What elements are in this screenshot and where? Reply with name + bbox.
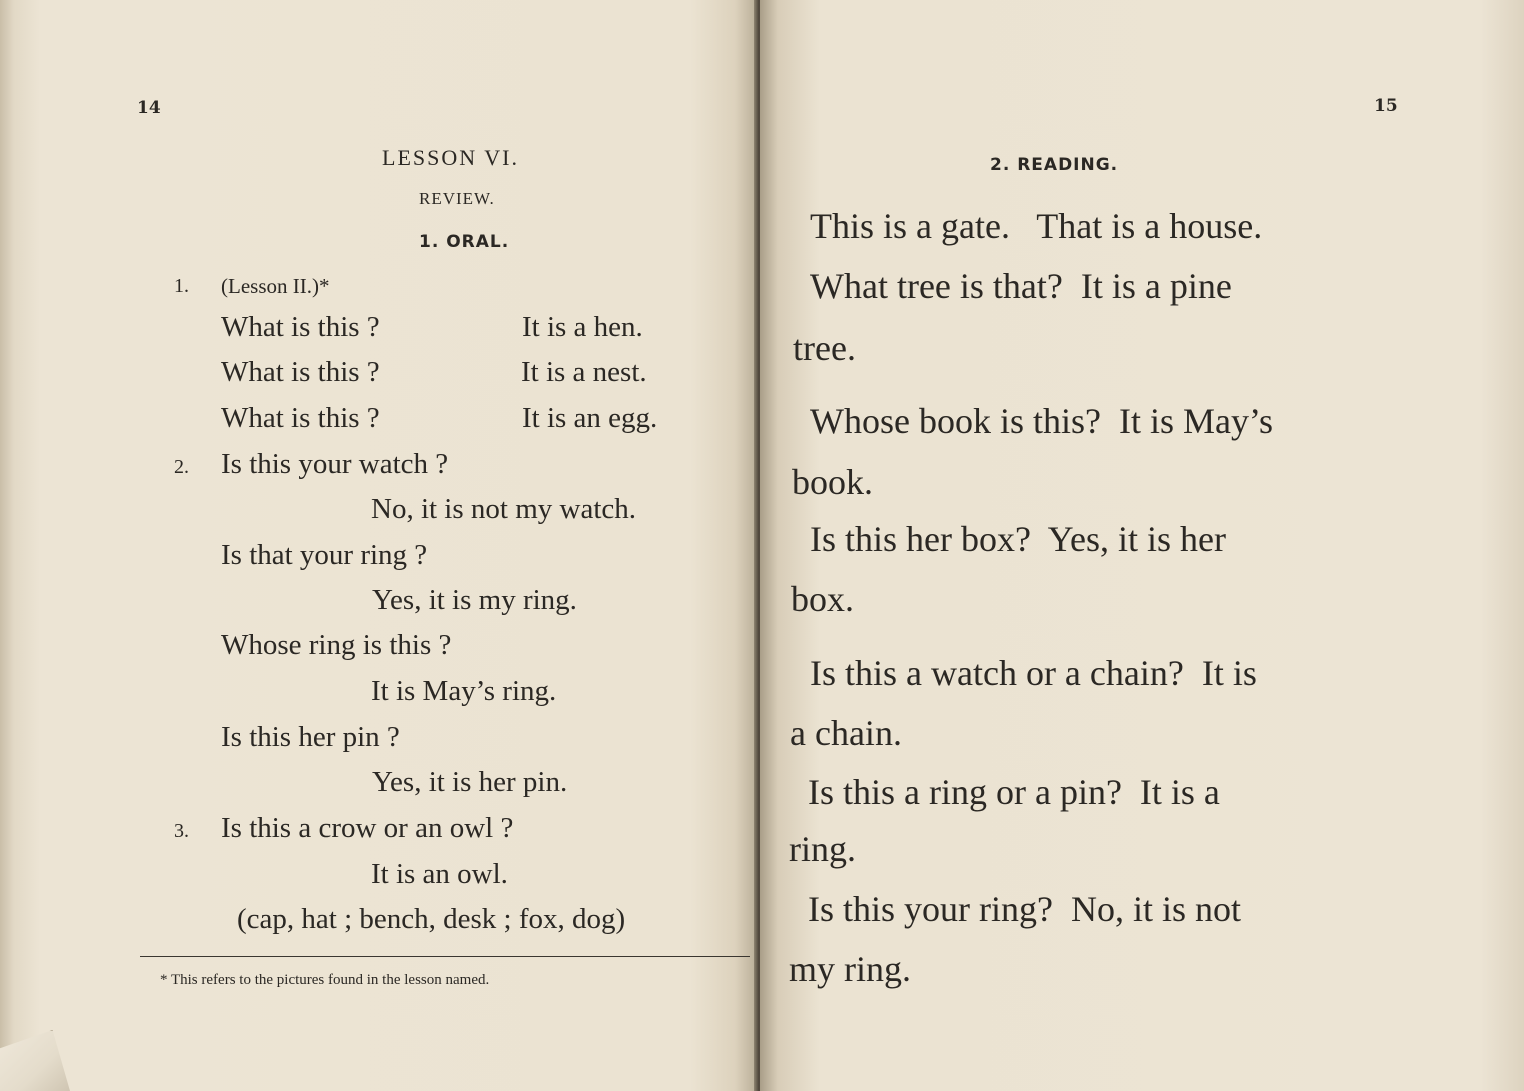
reading-line: Is this your ring? No, it is not xyxy=(808,889,1241,929)
folded-corner xyxy=(0,1030,70,1091)
lesson-reference: (Lesson II.)* xyxy=(221,274,330,298)
reading-line: a chain. xyxy=(790,713,902,753)
footnote-divider xyxy=(140,956,750,957)
item-number: 1. xyxy=(174,275,189,297)
answer-line: It is an owl. xyxy=(371,858,508,890)
right-page xyxy=(760,0,1524,1091)
question-line: What is this ? xyxy=(221,356,380,388)
page-number-right: 15 xyxy=(1374,96,1398,116)
lesson-title: LESSON VI. xyxy=(382,145,519,170)
footnote: * This refers to the pictures found in the lesson named. xyxy=(160,972,490,988)
answer-line: It is a hen. xyxy=(522,311,643,343)
question-line: Is this your watch ? xyxy=(221,448,449,480)
question-line: Whose ring is this ? xyxy=(221,629,452,661)
reading-line: tree. xyxy=(793,328,856,368)
page-number-left: 14 xyxy=(137,98,161,118)
question-line: What is this ? xyxy=(221,311,380,343)
question-line: Is that your ring ? xyxy=(221,539,428,571)
reading-line: ring. xyxy=(789,829,856,869)
reading-line: Whose book is this? It is May’s xyxy=(810,401,1273,441)
section-heading-oral: 1. ORAL. xyxy=(419,232,510,252)
item-number: 2. xyxy=(174,456,189,478)
answer-line: It is a nest. xyxy=(521,356,647,388)
reading-line: Is this a ring or a pin? It is a xyxy=(808,772,1220,812)
item-number: 3. xyxy=(174,820,189,842)
reading-line: book. xyxy=(792,462,873,502)
answer-line: It is an egg. xyxy=(522,402,658,434)
answer-line: No, it is not my watch. xyxy=(371,493,637,525)
reading-line: box. xyxy=(791,579,854,619)
reading-line: What tree is that? It is a pine xyxy=(810,266,1232,306)
reading-line: Is this her box? Yes, it is her xyxy=(810,519,1226,559)
answer-line: It is May’s ring. xyxy=(371,675,557,707)
substitution-words: (cap, hat ; bench, desk ; fox, dog) xyxy=(237,903,626,935)
question-line: Is this her pin ? xyxy=(221,721,400,753)
question-line: What is this ? xyxy=(221,402,380,434)
left-page xyxy=(0,0,758,1091)
section-heading-reading: 2. READING. xyxy=(990,155,1119,175)
reading-line: Is this a watch or a chain? It is xyxy=(810,653,1257,693)
reading-line: This is a gate. That is a house. xyxy=(810,206,1263,246)
reading-line: my ring. xyxy=(789,949,911,989)
lesson-subtitle: REVIEW. xyxy=(419,189,495,208)
answer-line: Yes, it is her pin. xyxy=(372,766,568,798)
question-line: Is this a crow or an owl ? xyxy=(221,812,514,844)
answer-line: Yes, it is my ring. xyxy=(372,584,577,616)
